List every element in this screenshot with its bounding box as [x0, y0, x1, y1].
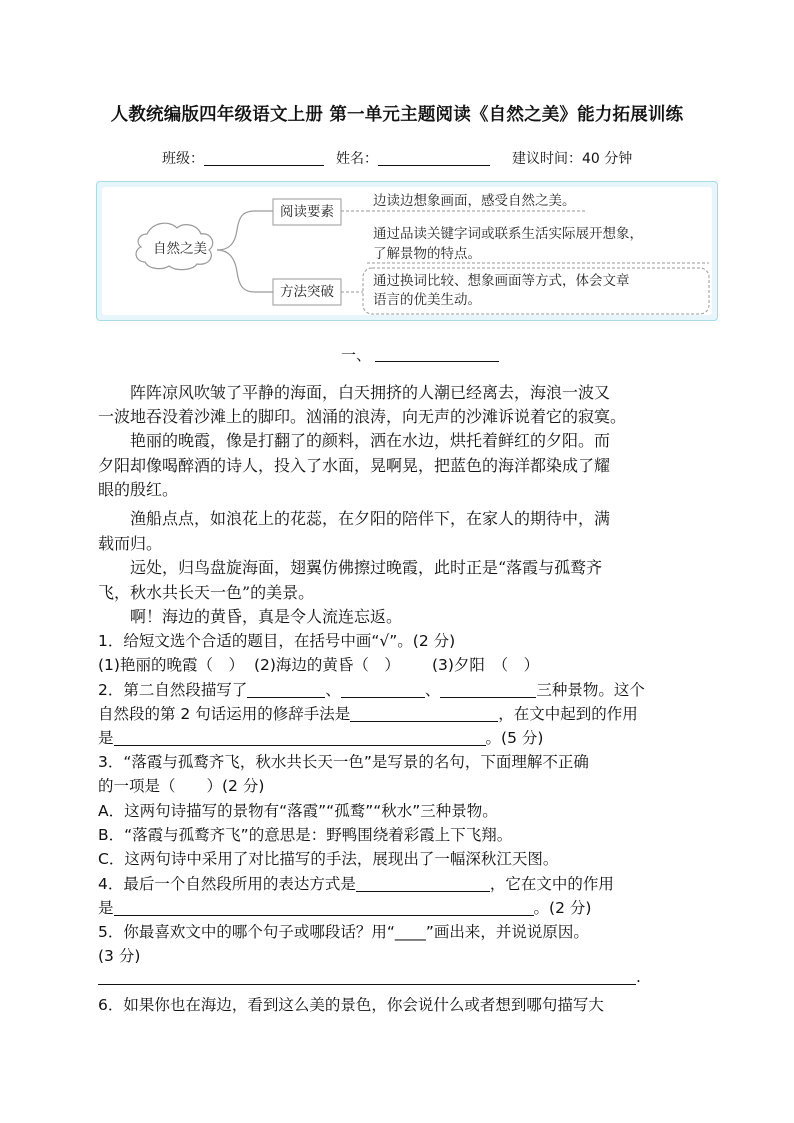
tag-method-breakthrough: 方法突破	[280, 284, 334, 300]
q3-option-a[interactable]: A．这两句诗描写的景物有“落霞”“孤鹜”“秋水”三种景物。	[98, 802, 498, 820]
question-4-line-1	[98, 872, 614, 894]
q2-text: 自然段的第 2 句话运用的修辞手法是	[98, 705, 351, 723]
q1-option-1[interactable]: (1)艳丽的晚霞（ ）	[98, 656, 244, 674]
q2-blank-4[interactable]	[350, 706, 498, 722]
class-blank[interactable]	[204, 151, 324, 166]
q3-option-c[interactable]: C．这两句诗中采用了对比描写的手法，展现出了一幅深秋江天图。	[98, 850, 559, 868]
question-5-line-1: 5．你最喜欢文中的哪个句子或哪段话？用“____”画出来，并说说原因。	[98, 923, 589, 941]
question-2-line-1	[98, 678, 645, 700]
passage-line: 夕阳却像喝醉酒的诗人，投入了水面，晃啊晃，把蓝色的海洋都染成了耀	[98, 456, 611, 475]
q4-blank-1[interactable]	[356, 876, 490, 892]
section-heading	[341, 344, 499, 365]
q2-text: 2．第二自然段描写了	[98, 681, 248, 699]
tag-reading-elements: 阅读要素	[280, 204, 334, 220]
passage-line: 艳丽的晚霞，像是打翻了的颜料，洒在水边，烘托着鲜红的夕阳。而	[98, 431, 611, 450]
summary-line-3a: 通过换词比较、想象画面等方式，体会文章	[373, 273, 630, 289]
question-2-line-2	[98, 702, 638, 724]
passage-line: 飞，秋水共长天一色”的美景。	[98, 583, 315, 602]
center-label: 自然之美	[153, 241, 207, 257]
document-title: 人教统编版四年级语文上册 第一单元主题阅读《自然之美》能力拓展训练	[110, 105, 684, 125]
q1-option-2[interactable]: (2)海边的黄昏（ ）	[253, 656, 400, 674]
passage-line: 阵阵凉风吹皱了平静的海面，白天拥挤的人潮已经离去，海浪一波又	[98, 383, 611, 402]
q2-blank-3[interactable]	[440, 682, 536, 698]
q4-text: ，它在文中的作用	[489, 875, 614, 893]
question-5-line-2: (3 分)	[98, 947, 141, 965]
suggested-time: 建议时间：40 分钟	[512, 151, 633, 167]
unit-summary-box	[96, 181, 718, 321]
q2-separator: 、	[424, 681, 441, 699]
q4-text: 是	[98, 899, 114, 917]
summary-line-2b: 了解景物的特点。	[373, 246, 481, 262]
q2-separator: 、	[325, 681, 341, 699]
q2-text: 三种景物。这个	[536, 681, 645, 699]
q1-option-3[interactable]: (3)夕阳 （ ）	[431, 656, 540, 674]
q4-text: 4．最后一个自然段所用的表达方式是	[98, 875, 356, 893]
summary-line-2a: 通过品读关键字词或联系生活实际展开想象，	[373, 226, 643, 242]
title-blank[interactable]	[375, 347, 499, 362]
q2-blank-1[interactable]	[247, 682, 325, 698]
connector-bottom	[217, 250, 273, 292]
question-1-options	[98, 653, 539, 675]
question-3-line-1: 3．“落霞与孤鹜齐飞，秋水共长天一色”是写景的名句，下面理解不正确	[98, 753, 589, 771]
question-1: 1．给短文选个合适的题目，在括号中画“√”。(2 分)	[98, 632, 456, 650]
passage-line: 远处，归鸟盘旋海面，翅翼仿佛擦过晚霞，此时正是“落霞与孤鹜齐	[98, 558, 603, 577]
q2-text: ，在文中起到的作用	[498, 705, 638, 723]
q5-period: .	[636, 968, 641, 986]
q3-option-b[interactable]: B．“落霞与孤鹜齐飞”的意思是：野鸭围绕着彩霞上下飞翔。	[98, 826, 513, 844]
name-label: 姓名：	[336, 151, 378, 167]
q2-blank-5[interactable]	[114, 730, 486, 746]
q2-text: 是	[98, 729, 114, 747]
q2-blank-2[interactable]	[341, 682, 425, 698]
question-6: 6．如果你也在海边，看到这么美的景色，你会说什么或者想到哪句描写大	[98, 996, 604, 1014]
passage-line: 载而归。	[98, 534, 163, 553]
question-5-answer-line	[98, 968, 641, 986]
question-4-line-2	[98, 896, 591, 918]
info-row	[162, 148, 632, 168]
summary-line-3b: 语言的优美生动。	[373, 292, 481, 308]
class-label: 班级：	[162, 151, 204, 167]
passage-line: 眼的殷红。	[98, 480, 179, 499]
summary-line-1: 边读边想象画面，感受自然之美。	[373, 193, 576, 209]
question-3-line-2: 的一项是（ ）(2 分)	[98, 777, 265, 795]
name-blank[interactable]	[378, 151, 490, 166]
q2-score: 。(5 分)	[485, 729, 544, 747]
q4-score: 。(2 分)	[533, 899, 592, 917]
question-2-line-3	[98, 726, 543, 748]
section-number: 一、	[341, 346, 372, 364]
passage-line: 一波地吞没着沙滩上的脚印。汹涌的浪涛，向无声的沙滩诉说着它的寂寞。	[98, 407, 627, 426]
passage-line: 啊！海边的黄昏，真是令人流连忘返。	[98, 607, 403, 626]
q4-blank-2[interactable]	[114, 900, 534, 916]
q5-answer-blank[interactable]	[98, 969, 636, 985]
passage-line: 渔船点点，如浪花上的花蕊，在夕阳的陪伴下，在家人的期待中，满	[98, 509, 611, 528]
connector-top	[217, 211, 273, 250]
